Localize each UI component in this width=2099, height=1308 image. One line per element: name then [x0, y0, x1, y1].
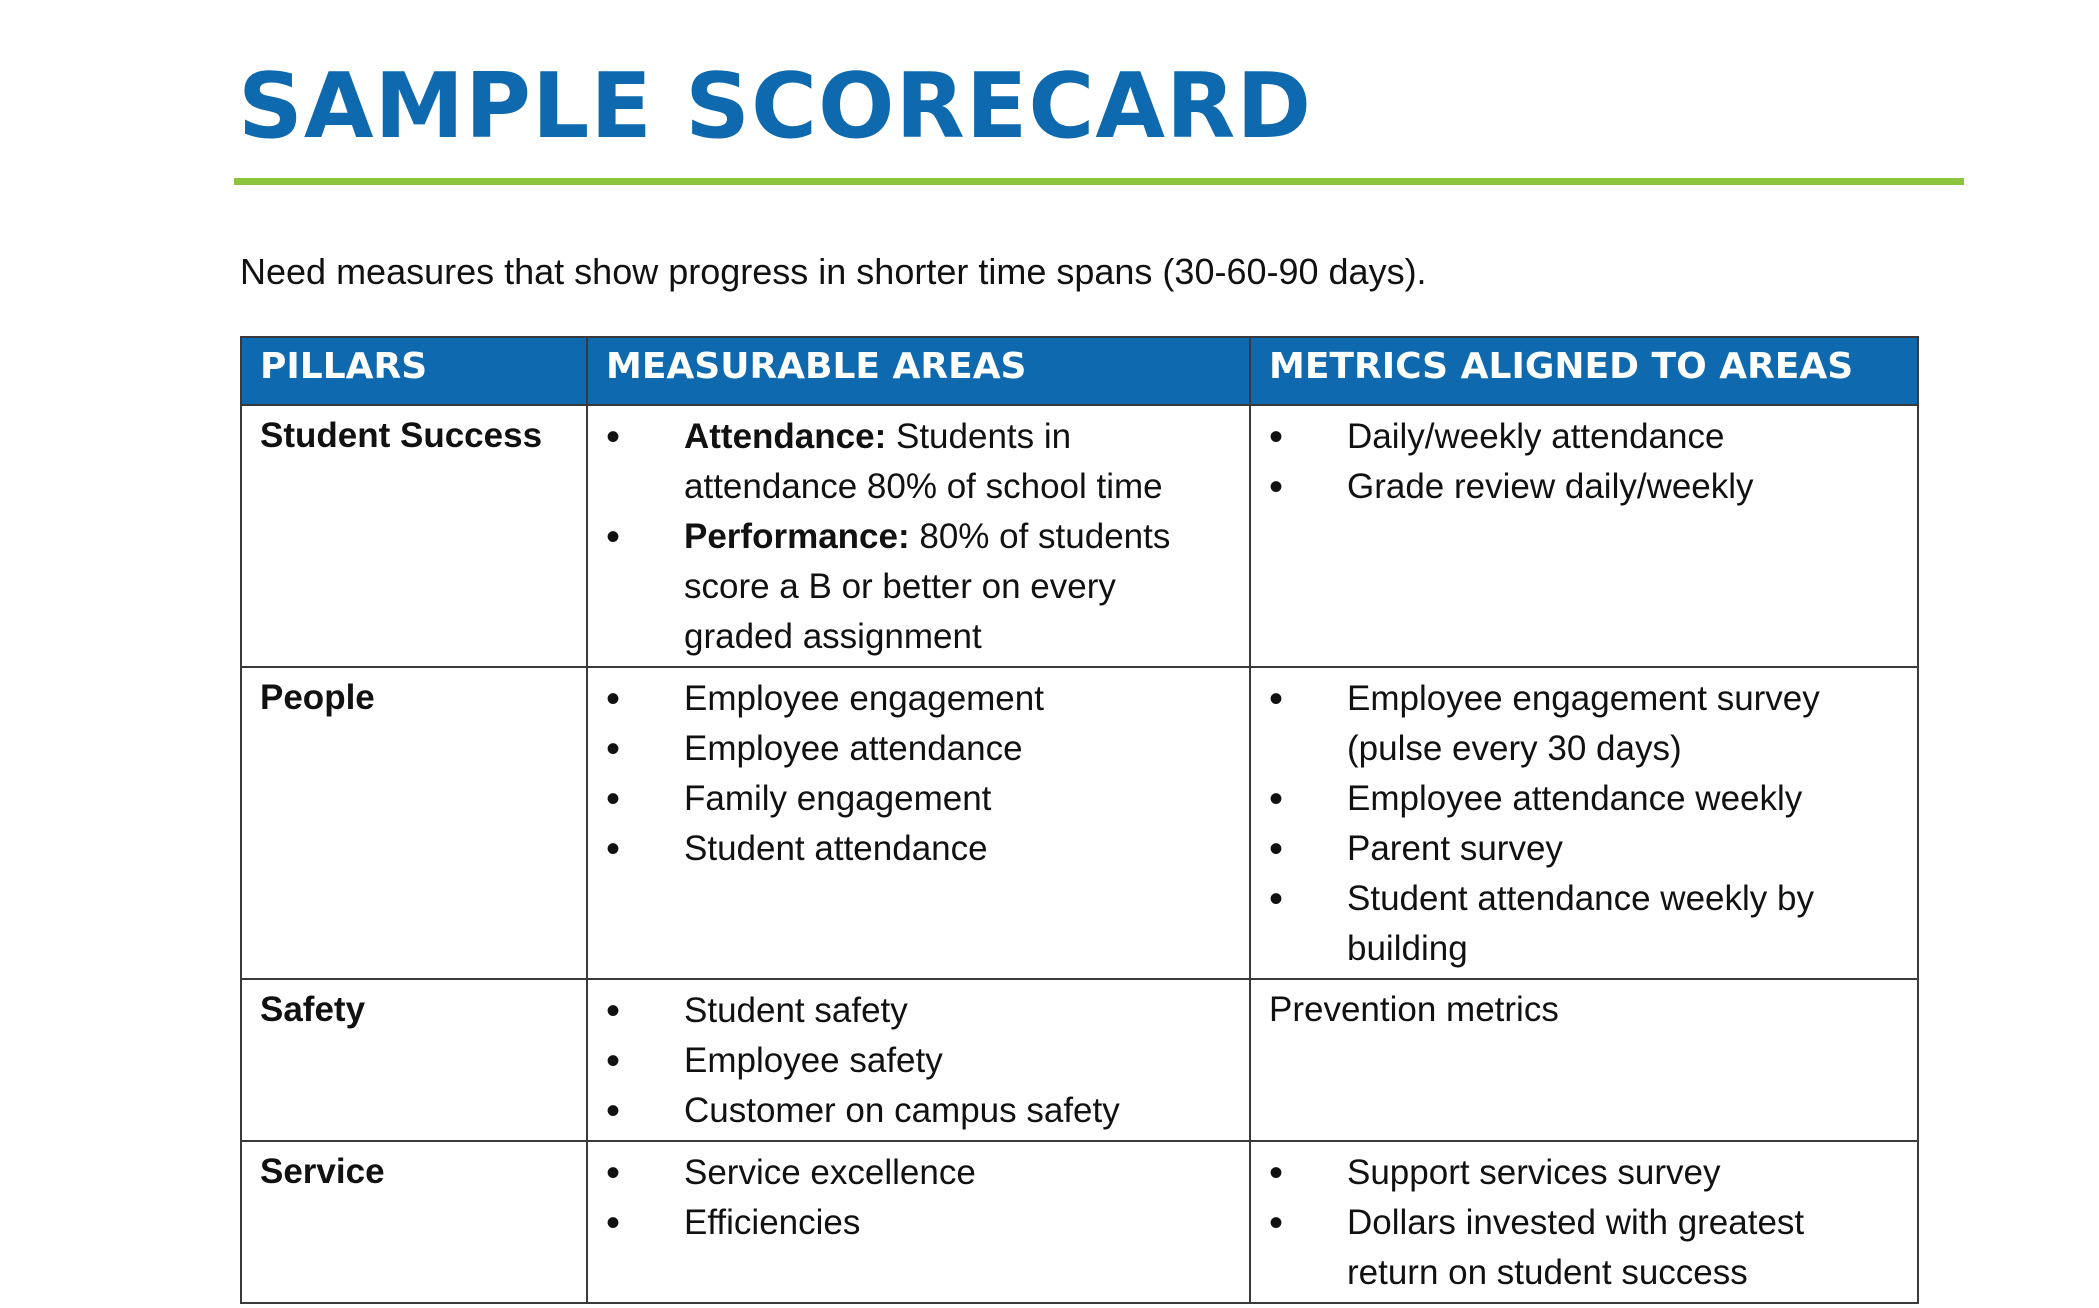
list-item: • Student attendance weekly by building	[1269, 874, 1901, 974]
list-item: • Employee engagement	[606, 674, 1233, 724]
header-pillars: PILLARS	[241, 337, 587, 405]
area-text: Students in attendance 80% of school time	[684, 417, 1163, 506]
list-item: • Daily/weekly attendance	[1269, 412, 1901, 462]
table-row	[241, 405, 1918, 667]
areas-cell	[587, 667, 1250, 979]
table-row	[241, 1141, 1918, 1303]
areas-cell	[587, 1141, 1250, 1303]
list-item: • Student attendance	[606, 824, 1233, 874]
header-measurable-areas: MEASURABLE AREAS	[587, 337, 1250, 405]
table-row	[241, 979, 1918, 1141]
list-item: • Student safety	[606, 986, 1233, 1036]
metrics-cell	[1250, 1141, 1918, 1303]
list-item: • Service excellence	[606, 1148, 1233, 1198]
areas-list	[606, 412, 1233, 662]
list-item: • Employee engagement survey (pulse every 30 days)	[1269, 674, 1901, 774]
areas-cell	[587, 979, 1250, 1141]
metrics-list	[1269, 412, 1901, 512]
list-item: • Employee attendance	[606, 724, 1233, 774]
table-row	[241, 667, 1918, 979]
list-item	[606, 412, 1233, 512]
list-item: • Grade review daily/weekly	[1269, 462, 1901, 512]
title-divider	[234, 178, 1964, 185]
metrics-cell: Prevention metrics	[1250, 979, 1918, 1141]
pillar-cell: Student Success	[241, 405, 587, 667]
metrics-cell	[1250, 405, 1918, 667]
list-item: • Support services survey	[1269, 1148, 1901, 1198]
areas-list	[606, 1148, 1233, 1248]
areas-cell	[587, 405, 1250, 667]
list-item: • Dollars invested with greatest return on student success	[1269, 1198, 1901, 1298]
scorecard-table	[240, 336, 1919, 1304]
list-item: • Parent survey	[1269, 824, 1901, 874]
list-item: • Efficiencies	[606, 1198, 1233, 1248]
list-item: • Family engagement	[606, 774, 1233, 824]
list-item	[606, 512, 1233, 662]
list-item: • Employee attendance weekly	[1269, 774, 1901, 824]
list-item: • Customer on campus safety	[606, 1086, 1233, 1136]
metrics-list	[1269, 674, 1901, 974]
intro-text: Need measures that show progress in shorter time spans (30-60-90 days).	[240, 251, 1427, 292]
areas-list	[606, 674, 1233, 874]
metrics-cell	[1250, 667, 1918, 979]
table-header-row	[241, 337, 1918, 405]
metrics-list	[1269, 1148, 1901, 1298]
list-item: • Employee safety	[606, 1036, 1233, 1086]
area-lead: Performance:	[684, 517, 910, 556]
pillar-cell: Service	[241, 1141, 587, 1303]
pillar-cell: People	[241, 667, 587, 979]
pillar-cell: Safety	[241, 979, 587, 1141]
area-text: 80% of students score a B or better on every graded assignment	[684, 517, 1171, 656]
page-title: SAMPLE SCORECARD	[238, 54, 1313, 159]
area-lead: Attendance:	[684, 417, 887, 456]
areas-list	[606, 986, 1233, 1136]
header-metrics: METRICS ALIGNED TO AREAS	[1250, 337, 1918, 405]
